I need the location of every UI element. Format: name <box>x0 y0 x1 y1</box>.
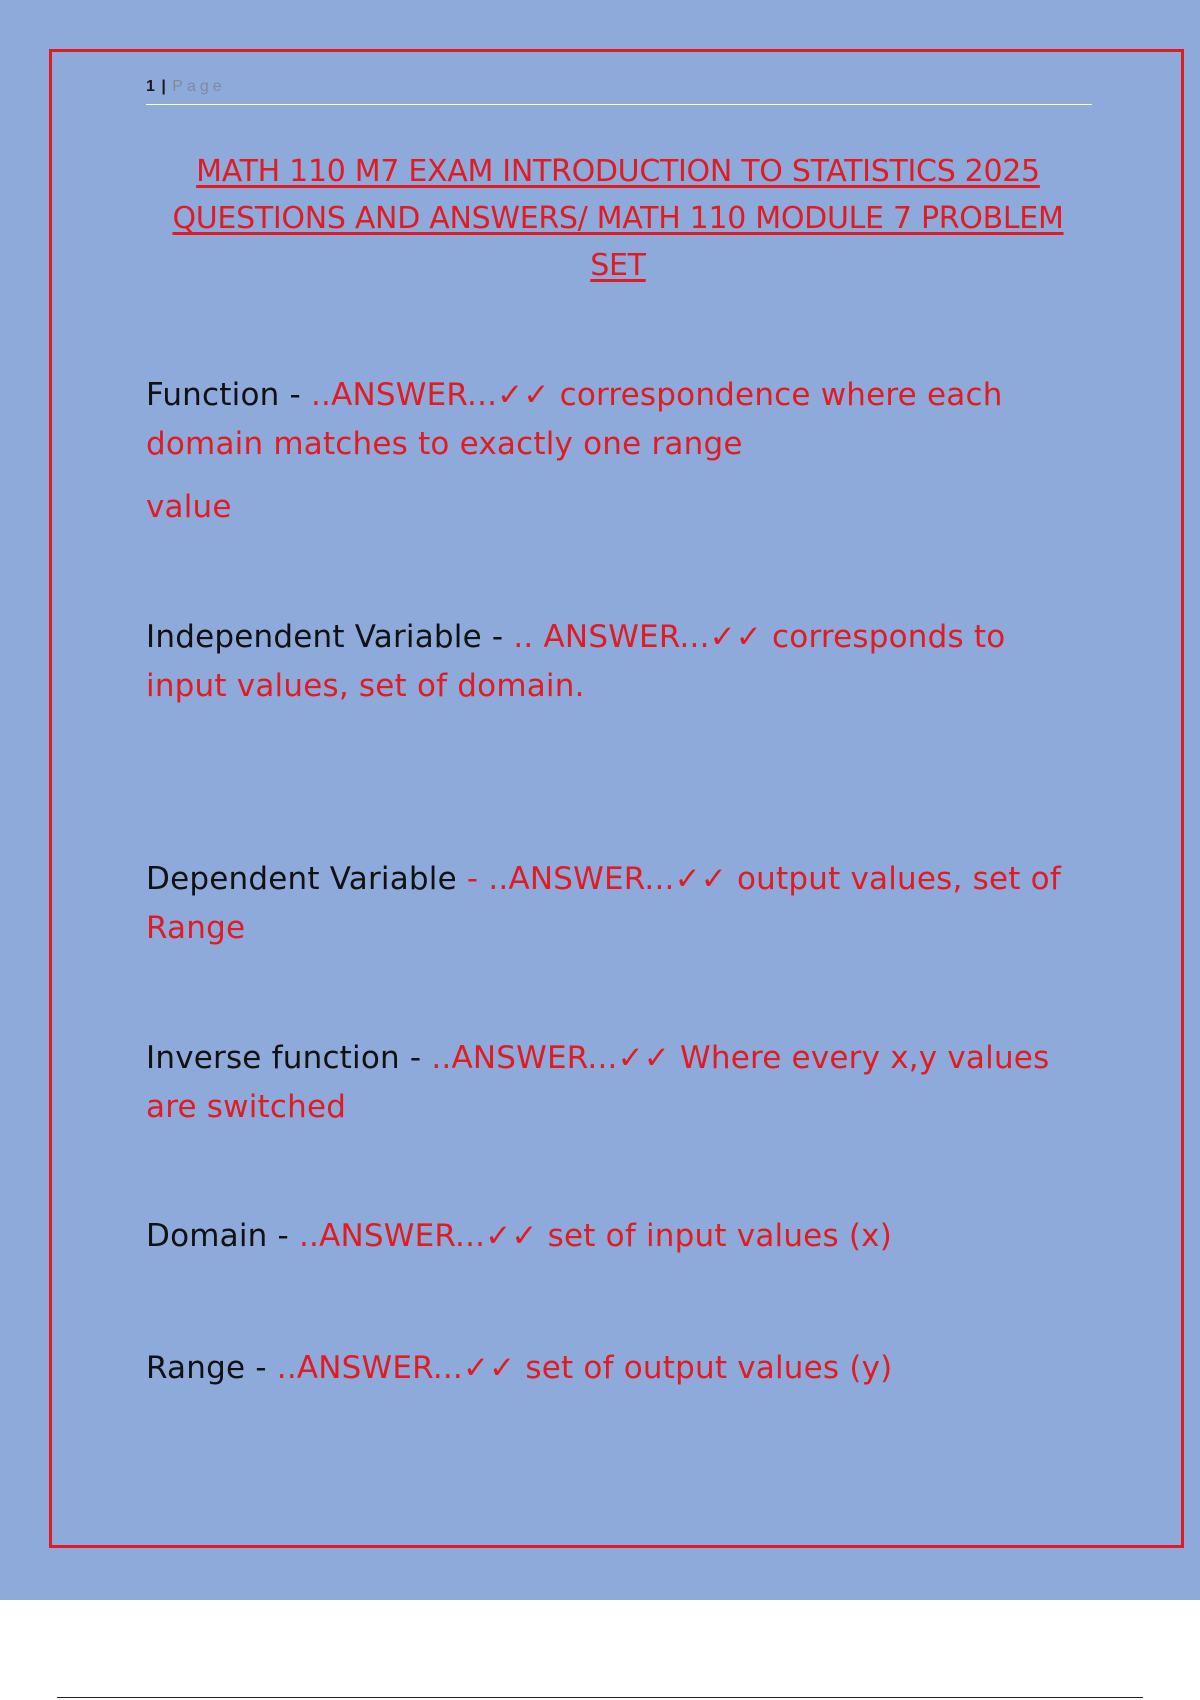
qa-entry-independent-variable <box>146 613 1096 711</box>
entry-answer: .. ANSWER...✓✓ corresponds to input values, set of domain. <box>146 619 1006 704</box>
qa-entry-inverse-function <box>146 1034 1096 1132</box>
page-separator: | <box>161 78 166 95</box>
entry-term: Dependent Variable <box>146 861 457 897</box>
entry-dash: - <box>399 1040 432 1076</box>
entry-answer: ..ANSWER...✓✓ set of output values (y) <box>276 1350 893 1386</box>
document-title: MATH 110 M7 EXAM INTRODUCTION TO STATISTICS 2025 QUESTIONS AND ANSWERS/ MATH 110 MODULE 7 PROBLEM SET <box>172 154 1064 283</box>
qa-entry-function <box>146 371 1096 532</box>
qa-entry-domain <box>146 1212 1096 1261</box>
entry-term: Range <box>146 1350 246 1386</box>
qa-entry-dependent-variable <box>146 855 1096 953</box>
entry-dash: - <box>267 1218 299 1254</box>
entry-answer-continued: value <box>146 489 232 525</box>
entry-term: Domain <box>146 1218 268 1254</box>
entry-term: Inverse function <box>146 1040 400 1076</box>
entry-dash: - <box>456 861 489 897</box>
entry-dash: - <box>245 1350 277 1386</box>
footer-rule <box>57 1697 1143 1698</box>
entry-answer: ..ANSWER...✓✓ Where every x,y values are switched <box>146 1040 1050 1125</box>
entry-term: Independent Variable <box>146 619 482 655</box>
page-header <box>146 76 1092 105</box>
entry-term: Function <box>146 377 280 413</box>
entry-answer: ..ANSWER...✓✓ correspondence where each domain matches to exactly one range <box>146 377 1003 462</box>
page-label: Page <box>172 78 226 95</box>
entry-answer: ..ANSWER...✓✓ set of input values (x) <box>299 1218 892 1254</box>
qa-entry-range <box>146 1344 1096 1393</box>
page-number: 1 <box>146 78 155 95</box>
entry-answer: ..ANSWER...✓✓ output values, set of Range <box>146 861 1061 946</box>
entry-dash: - <box>481 619 514 655</box>
entry-dash: - <box>279 377 311 413</box>
